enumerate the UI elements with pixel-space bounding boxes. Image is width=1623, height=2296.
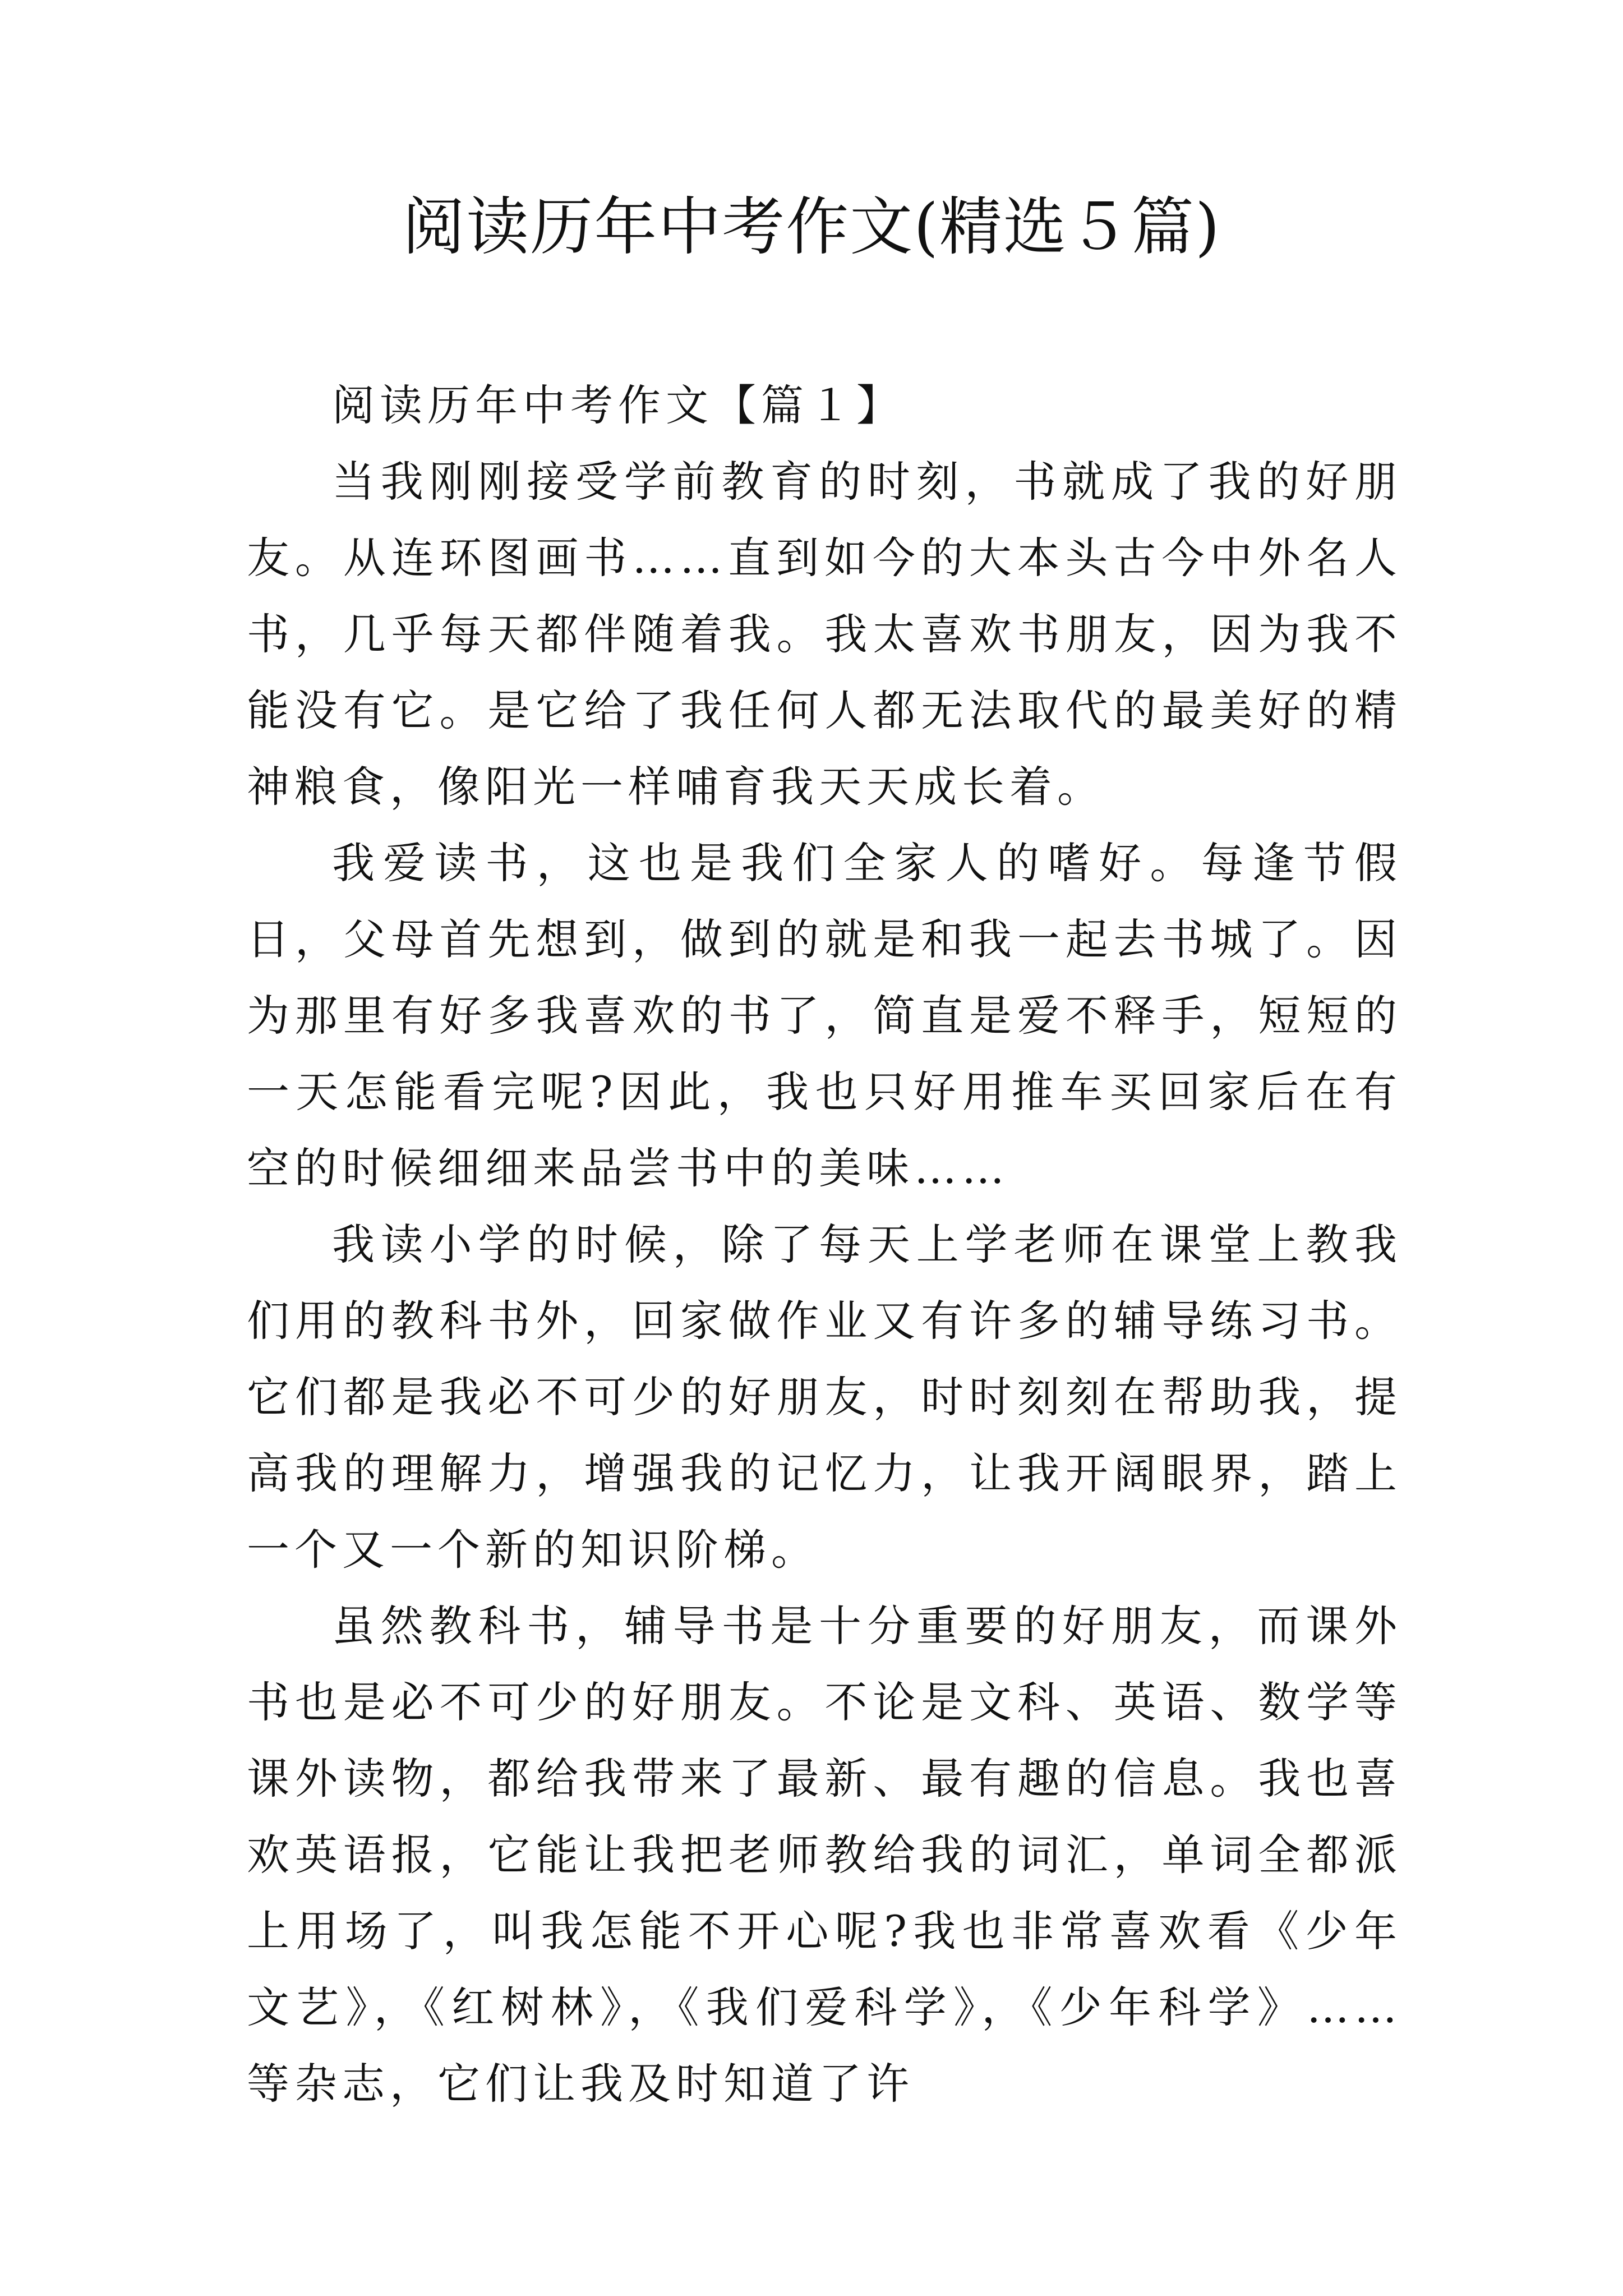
- paragraph-4: 虽然教科书，辅导书是十分重要的好朋友，而课外书也是必不可少的好朋友。不论是文科、英语、数学等课外读物，都给我带来了最新、最有趣的信息。我也喜欢英语报，它能让我把老师教给我的词汇，单词全都派上用场了，叫我怎能不开心呢?我也非常喜欢看《少年文艺》，《红树林》，《我们爱科学》，《少年科学》……等杂志，它们让我及时知道了许: [247, 1601, 1402, 2109]
- paragraph-3: 我读小学的时候，除了每天上学老师在课堂上教我们用的教科书外，回家做作业又有许多的辅导练习书。它们都是我必不可少的好朋友，时时刻刻在帮助我，提高我的理解力，增强我的记忆力，让我开阔眼界，踏上一个又一个新的知识阶梯。: [247, 1220, 1402, 1575]
- document-body: [247, 367, 1402, 2122]
- paragraph-2: 我爱读书，这也是我们全家人的嗜好。每逢节假日，父母首先想到，做到的就是和我一起去书城了。因为那里有好多我喜欢的书了，简直是爱不释手，短短的一天怎能看完呢?因此，我也只好用推车买回家后在有空的时候细细来品尝书中的美味……: [247, 838, 1402, 1193]
- document-title: 阅读历年中考作文(精选５篇): [402, 191, 1221, 264]
- paragraph-1: 当我刚刚接受学前教育的时刻，书就成了我的好朋友。从连环图画书……直到如今的大本头古今中外名人书，几乎每天都伴随着我。我太喜欢书朋友，因为我不能没有它。是它给了我任何人都无法取代的最美好的精神粮食，像阳光一样哺育我天天成长着。: [247, 457, 1402, 812]
- section-heading: 阅读历年中考作文【篇１】: [332, 380, 904, 430]
